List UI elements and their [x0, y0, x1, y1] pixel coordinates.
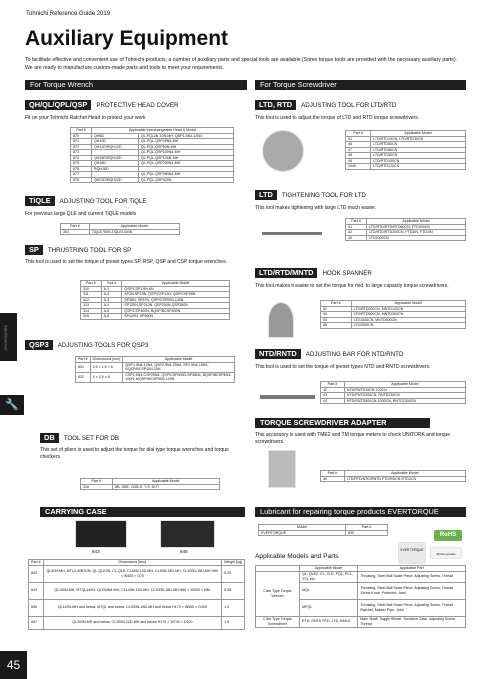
cell: RTD, RNTD RTD, LTD, BMLD — [300, 616, 358, 627]
cell: 877 — [71, 172, 92, 178]
ltdt-code: LTD — [255, 190, 277, 200]
cell: LTD/RTD50CN — [371, 153, 466, 159]
cell: QL-PQL-QSP420N — [138, 177, 233, 183]
db-desc: This set of pliers is used to adjust the torque for dial type torque wrenches and torque checkers. — [40, 447, 229, 460]
db-heading — [40, 433, 119, 443]
cell: QL140N-MH and below, MTQL and below, CL200N-18D-MH and below H170 × W500 × D100 — [43, 599, 221, 616]
cell: QL50N-MH, MTQL40N7DN, QL-QLE2N, CL-QLE, CL50N-10D-MH, CL50N-15D-MH, CL100N-15D-MH H60 × W400 × D70 — [43, 565, 221, 582]
cell: 52 — [321, 306, 352, 312]
cell: 49 — [346, 158, 371, 164]
table-row — [256, 571, 466, 582]
cell: LTD/RTD500CN, MNTD300CN — [351, 312, 465, 318]
th: Applicable Model — [123, 357, 235, 363]
th: Applicable Model — [351, 301, 465, 307]
table-row — [29, 599, 245, 616]
ltd-name: ADJUSTING TOOL FOR LTD/RTD — [301, 101, 397, 109]
cell: A-2 — [101, 292, 122, 298]
cell: 314 — [81, 308, 102, 314]
qsp3-heading — [25, 340, 148, 350]
lubricant-title: Lubricant for repairing torque products EVERTORQUE — [255, 507, 466, 517]
qh-name: PROTECTIVE HEAD COVER — [96, 101, 179, 109]
qsp3-table — [75, 356, 235, 383]
hook-table — [320, 300, 466, 329]
cell: 873 — [71, 150, 92, 156]
ltdt-desc: This tool makes tightening with large LTD much easier. — [255, 205, 377, 211]
cell: QL-PQL-QSP100N4-MH — [138, 150, 233, 156]
adapter-desc: This accessory is used with TME2 and TM torque meters to check UNITORK and torque screwdrivers. — [255, 432, 451, 445]
rohs-badge: RoHS — [434, 530, 462, 541]
cell: A-6 — [101, 314, 122, 320]
cell: 44 — [321, 398, 345, 404]
cell: QH12D/RQH12D — [91, 144, 138, 150]
cell: QSP1.5N4-12N4, QSP2.5N4-25N4, SP2.5N4-15N4, BQSP/BCSP10N-20N — [123, 362, 235, 372]
cell: Thrusting, Steel Ball Scale Piece, Adjusting Screw, Thread Ratchet, Marker Pipe, Joint — [358, 599, 466, 616]
th: Part # — [321, 471, 345, 477]
carrying-case-title: CARRYING CASE — [40, 507, 245, 517]
cell: LTD/RTD100CN — [371, 158, 466, 164]
cell: 1.6 — [222, 616, 245, 629]
cell: NTD/RNTD15CN-120CN — [344, 387, 465, 393]
cell: QH15D/RQH15D — [91, 155, 138, 161]
page-title: Auxiliary Equipment — [25, 27, 229, 50]
cell: 876 — [71, 166, 92, 172]
th: Part # — [321, 382, 345, 388]
cell: QH18D — [91, 161, 138, 167]
adapter-table — [320, 470, 466, 482]
cell: 0.25 — [222, 565, 245, 582]
cell: 2.5 × 1.5 × 6 — [90, 362, 123, 372]
screwdriver-bar: For Torque Screwdriver — [255, 80, 466, 90]
cell: QH22D/RQH22D — [91, 177, 138, 183]
cell: SP120N-SP210N, QSP200N-QSP280N — [122, 303, 230, 309]
cell: 874 — [71, 155, 92, 161]
qh-desc: Fit on your Tohnichi Ratchet Head to protect your work — [25, 115, 146, 121]
qsp3-name: ADJUSTING TOOLS FOR QSP3 — [57, 341, 149, 349]
table-row — [346, 164, 466, 170]
cell: QSP/CSP1.5N-6N — [122, 286, 230, 292]
cell: QL-PQL-QSP280N4-MH — [138, 172, 233, 178]
cell: QL, QLE2, CL, CLE, PQL, PCL, YCL etc. — [300, 571, 358, 582]
hook-spanner-image — [268, 302, 294, 338]
cell: 43 — [321, 393, 345, 399]
cell: 313 — [81, 303, 102, 309]
ntd-code: NTD/RNTD — [255, 349, 301, 359]
cell: 301 — [61, 229, 90, 235]
adjusting-bar-image — [260, 395, 315, 399]
cell: 832 — [76, 372, 91, 382]
cell: QL,PQL2N-10N-MH, QSP1.5N4-12N4 — [138, 133, 233, 139]
sp-table — [80, 280, 230, 320]
cell: Click Type Torque Wrench — [256, 571, 300, 616]
db-name: TOOL SET FOR DB — [63, 434, 119, 442]
hook-desc: This tool makes it easier to set the torque for mid. to large capacity torque screwdrivers. — [255, 283, 449, 289]
cell: QL200N-MH and below, CL200N-22D-MH and below H170 × W740 × D100 — [43, 616, 221, 629]
cell: QL-PQL-QSP25N5-MH — [138, 139, 233, 145]
cell: 846 — [29, 599, 44, 616]
lubricant-table — [258, 524, 388, 536]
table-row — [81, 484, 220, 490]
th: Part # — [61, 224, 90, 230]
page-number: 45 — [0, 651, 27, 679]
tiqle-desc: For previous large QLE and current TiQLE models — [25, 211, 137, 217]
cell: LTD/RTD15CN, LTD/RTD30CN — [371, 136, 466, 142]
th: Part # — [76, 357, 91, 363]
cell: LTD/RTD/RTD/RTD60CN, FTD400CN — [367, 224, 466, 230]
ltdt-table — [345, 218, 466, 241]
cell: 847 — [29, 616, 44, 629]
table-row — [76, 372, 235, 382]
cell: 1046 — [346, 164, 371, 170]
wrench-icon: 🔧 — [0, 395, 24, 415]
case-table — [28, 559, 245, 630]
tiqle-table — [60, 223, 180, 235]
cell: 312 — [81, 297, 102, 303]
wrench-bar: For Torque Wrench — [25, 80, 247, 90]
th: Part # — [346, 131, 371, 137]
cell: 843 — [29, 582, 44, 599]
tightening-tool-image — [262, 232, 322, 235]
sp-heading — [25, 245, 131, 255]
cell: 870 — [71, 133, 92, 139]
table-row — [346, 235, 466, 241]
guide-title: Tohnichi Reference Guide 2019 — [26, 11, 111, 17]
case-842-label: 842 — [92, 549, 100, 554]
cell: 842 — [29, 565, 44, 582]
cell: SP2N-SP19N, QSP/CSP12N, QSP/CSP28N — [122, 292, 230, 298]
th: Part # — [81, 479, 113, 485]
cell: LTD/RTD/NTD/RNTD FTD/RDCN-RTD2CN — [344, 476, 465, 482]
th: Applicable Model — [112, 479, 219, 485]
qh-heading — [25, 100, 178, 110]
cell: LTD/RTD200CN, MNTD120CN — [351, 306, 465, 312]
ntd-desc: This tool is used to set the torque of preset types NTD and RNTD screwdrivers. — [255, 364, 431, 370]
cell: NTD/RNTD200CN, RNTD230CN — [344, 393, 465, 399]
cell: 51 — [346, 136, 371, 142]
ltdt-heading — [255, 190, 366, 200]
cell: LTD/RTD80CN — [371, 147, 466, 153]
cell: QSP/CSP400N, BQSP/BCSP400N — [122, 308, 230, 314]
table-row — [29, 582, 245, 599]
grease-tube-image: Shinko grease — [430, 547, 462, 559]
th: Part # — [81, 281, 102, 287]
table-row — [29, 565, 245, 582]
sp-name: THRUSTRING TOOL FOR SP — [47, 246, 132, 254]
hook-name: HOOK SPANNER — [322, 269, 372, 277]
cell: 315 — [81, 314, 102, 320]
th: Model — [259, 525, 346, 531]
cell: 42 — [321, 387, 345, 393]
cell: MPQL — [300, 599, 358, 616]
parts-table — [255, 565, 466, 628]
ntd-name: ADJUSTING BAR FOR NTD/RNTD — [305, 350, 404, 358]
cell: A-1 — [101, 286, 122, 292]
db-code: DB — [40, 433, 59, 443]
ntd-heading — [255, 349, 403, 359]
table-row — [321, 398, 466, 404]
th: Part # — [321, 301, 352, 307]
case-842-image — [75, 520, 127, 548]
th: Applicable Model — [122, 281, 230, 287]
cell: A-3 — [101, 297, 122, 303]
cell: 830 — [345, 530, 387, 536]
cell: 311 — [81, 292, 102, 298]
cell: 31 — [346, 224, 367, 230]
table-row — [321, 476, 466, 482]
th: Applicable Model — [367, 219, 466, 225]
table-row — [256, 616, 466, 627]
th: Dimensions [mm] — [43, 560, 221, 566]
ltd-table — [345, 130, 466, 170]
th: Part # — [71, 128, 92, 134]
th: Part # — [345, 525, 387, 531]
th: Applicable Part — [358, 566, 466, 572]
table-row — [321, 323, 466, 329]
th: Weight [kg] — [222, 560, 245, 566]
cell: Thrusting, Steel Ball Scale Piece, Adjusting Screw, Thread Screw Knob, Protector, Joint — [358, 582, 466, 599]
cell: NTD/RNTD500CN-1000CN, RNTD2300CN — [344, 398, 465, 404]
cell: A-5 — [101, 308, 122, 314]
cell: 871 — [71, 139, 92, 145]
cell: 0.38 — [222, 582, 245, 599]
cell: 310 — [81, 286, 102, 292]
th: Dimensions [mm] — [90, 357, 123, 363]
tiqle-name: ADJUSTING TOOL FOR TiQLE — [59, 197, 147, 205]
cell: Click Type Torque Screwdriver — [256, 616, 300, 627]
cell: 872 — [71, 144, 92, 150]
sp-code: SP — [25, 245, 43, 255]
sp-desc: This tool is used to set the torque of preset types SP, RSP, QSP and CSP torque wrenches. — [25, 259, 227, 265]
cell: 54 — [321, 317, 352, 323]
side-tab-label: Accessories — [3, 325, 8, 351]
hook-heading — [255, 268, 372, 278]
hook-code: LTD/RTD/MNTD — [255, 268, 317, 278]
cell: Thrusting, Steel Ball Scale Piece, Adjusting Screw, Thread — [358, 571, 466, 582]
cell: QH6D — [91, 133, 138, 139]
qsp3-code: QSP3 — [25, 340, 53, 350]
parts-title: Applicable Models and Parts — [255, 553, 339, 560]
cell: LTD2000CN — [367, 235, 466, 241]
cell: Main Shaft, Toggle Wheel, Serration Case, Adjusting Screw, Thread — [358, 616, 466, 627]
th: Applicable Model — [371, 131, 466, 137]
grease-can-image: EVER TORQUE — [398, 542, 426, 564]
table-row — [76, 362, 235, 372]
th: Applicable Interchangeable Head & Model — [91, 128, 233, 134]
ntd-table — [320, 381, 466, 404]
cell: MQL — [300, 582, 358, 599]
ltd-heading — [255, 100, 396, 110]
cell: LTD1000CN, MNTD600CN — [351, 317, 465, 323]
cell: 4 × 2.5 × 8 — [90, 372, 123, 382]
table-row — [259, 530, 388, 536]
cell: SP420N, SP560N — [122, 314, 230, 320]
case-846-image — [160, 520, 215, 548]
cell: LTD/RTD60CN — [371, 142, 466, 148]
adapter-title: TORQUE SCREWDRIVER ADAPTER — [255, 418, 430, 428]
cell: 875 — [71, 161, 92, 167]
cell: A-4 — [101, 303, 122, 309]
cell: 53 — [321, 312, 352, 318]
ltd-code: LTD, RTD — [255, 100, 296, 110]
cell: DB, DBE, CDB-S, T-S, DOT — [112, 484, 219, 490]
ltdt-name: TIGHTENING TOOL FOR LTD — [281, 191, 366, 199]
cell: 55 — [321, 323, 352, 329]
cell: EVERTORQUE — [259, 530, 346, 536]
cell: QL140N-MH, MTQL140N, QL200N4-MH, CL140N-15D-MH, CL200N-18D-MH H60 × W500 × D80 — [43, 582, 221, 599]
cell: 831 — [76, 362, 91, 372]
cell: 1.0 — [222, 599, 245, 616]
cell: SP38N, SP67N, QSP/CSP50N-140N — [122, 297, 230, 303]
table-row — [71, 177, 234, 183]
table-row — [81, 314, 230, 320]
th: Applicable Model — [89, 224, 179, 230]
adapter-image — [268, 450, 296, 488]
cell: LTD/RTD120CN — [371, 164, 466, 170]
case-846-label: 846 — [180, 549, 188, 554]
intro-text: To facilitate effective and convenient use of Tohnichi products, a number of auxiliary parts and special tools are available (Some torque tools are provided with the necessary auxiliary parts). We are ready to manufacture custom-made parts and tools to meet your requirements. — [25, 57, 458, 71]
th: Tool # — [101, 281, 122, 287]
cell: 316 — [81, 484, 113, 490]
cell: 30 — [321, 476, 345, 482]
tiqle-code: TiQLE — [25, 196, 55, 206]
adjusting-tool-image — [262, 130, 304, 172]
qh-code: QH/QL/QPL/QSP — [25, 100, 91, 110]
cell: 878 — [71, 177, 92, 183]
th: Part # — [346, 219, 367, 225]
tiqle-heading — [25, 196, 147, 206]
cell: 48 — [346, 153, 371, 159]
cell: QL-PQL-QSP50N-MH — [138, 144, 233, 150]
th: Applicable Model — [300, 566, 358, 572]
cell: QH10D — [91, 139, 138, 145]
cell: LTD2000CN — [351, 323, 465, 329]
table-row — [61, 229, 180, 235]
cell: QL-PQL-QSP200N4-MH — [138, 161, 233, 167]
cell: RQH18D — [91, 166, 138, 172]
cell: 47 — [346, 147, 371, 153]
db-table — [80, 478, 220, 490]
th: Part # — [29, 560, 44, 566]
cell: 46 — [346, 142, 371, 148]
cell: CSP1.5N4-CSP25N4, QSP/CSP50N3-SP38N4, BQSP/BCSP40N-100N, MQSP/MCSP50N-100N — [123, 372, 235, 382]
cell: TiQLE750N-TiQLE1400N — [89, 229, 179, 235]
th: Applicable Model — [344, 471, 465, 477]
cell: 40 — [346, 235, 367, 241]
table-row — [29, 616, 245, 629]
th: Applicable Model — [344, 382, 465, 388]
qh-table — [70, 127, 234, 183]
cell: 32 — [346, 230, 367, 236]
cell: QL-PQL-QSP140N-MH — [138, 155, 233, 161]
ltd-desc: This tool is used to adjust the torque of LTD and RTD torque screwdrivers. — [255, 115, 420, 121]
cell: LTD/RTD/RTD200CN, FTD4IN, FTD1IN — [367, 230, 466, 236]
